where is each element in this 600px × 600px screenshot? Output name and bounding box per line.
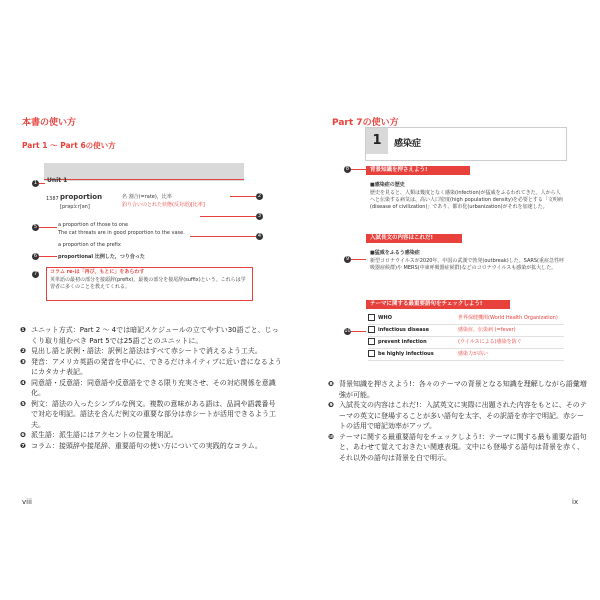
description-item	[20, 357, 282, 378]
description-number: ❽	[328, 380, 334, 388]
leader-line	[39, 227, 57, 228]
background-heading: ■感染症の歴史	[370, 182, 405, 188]
description-item	[20, 346, 282, 357]
background-text: 歴史を見ると、人類は幾度となく感染(infection)が猛威をふるわれてきた。人から人へと伝染する病気は、高い人口密度(high population density)を必要とする「文明病(disease of civilization)」であり、都市化(urbanization)がそれを加速した。	[370, 190, 563, 210]
vocab-row	[368, 337, 564, 349]
sample-entry-figure	[30, 160, 270, 300]
description-number: ❻	[20, 431, 26, 439]
description-list	[20, 325, 282, 451]
leader-line	[351, 259, 366, 260]
leader-line	[351, 331, 366, 332]
unit-header-underline	[44, 179, 244, 180]
background-bar: 背景知識を押さえよう!	[366, 166, 470, 175]
prefix-row: a proportion of the prefix	[58, 242, 121, 248]
description-item	[20, 399, 282, 431]
leader-line	[190, 236, 256, 237]
entry-number: 1387	[46, 196, 59, 202]
page-title: 本書の使い方	[22, 118, 77, 128]
vocab-list	[368, 313, 564, 361]
callout-5: 5	[33, 224, 38, 230]
vocab-term-text: prevent infection	[378, 339, 427, 345]
page-number: ix	[572, 498, 579, 506]
checkbox-icon	[368, 326, 375, 333]
callout-7: 7	[33, 271, 38, 277]
vocab-row	[368, 349, 564, 361]
description-text: 見出し語と訳例・語法：訳例と語法はすべて赤シートで消えるよう工夫。	[31, 347, 262, 355]
description-text: 背景知識を押さえよう!：各々のテーマの背景となる知識を理解しながら語彙増強が可能。	[339, 380, 587, 399]
leader-line	[200, 216, 256, 217]
leader-line	[351, 169, 366, 170]
leader-line	[39, 183, 45, 184]
vocab-term	[368, 325, 458, 336]
leader-line	[230, 196, 256, 197]
description-number: ❹	[20, 378, 26, 387]
checkbox-icon	[368, 350, 375, 357]
vocab-term-text: infectious disease	[378, 327, 430, 333]
description-number: ❼	[20, 441, 26, 450]
description-item	[328, 432, 590, 464]
description-number: ❿	[328, 432, 334, 441]
description-text: 発音：アメリカ英語の発音を中心に、できるだけネイティブに近い音になるようにカタカナ表記。	[31, 357, 282, 376]
description-item	[20, 378, 282, 399]
vocab-term	[368, 313, 458, 324]
checkbox-icon	[368, 338, 375, 345]
vocab-meaning: 感染力が高い	[458, 351, 489, 357]
description-text: 同意語・反意語：同意語や反意語をできる限り充実させ、その対応関係を意識化。	[31, 378, 276, 397]
column-title: コラム re-は「再び，もとに」をあらわす	[50, 269, 145, 275]
right-page	[300, 0, 600, 600]
description-number: ❷	[20, 347, 26, 355]
reading-text: 新型コロナウイルスが2020年、中国の武漢で勃発(outbreak)した。SARS(重症急性呼吸器症候群)や MERS(中東呼吸器症候群)などのコロナウイルスも感染が拡大した。	[370, 258, 564, 271]
checkbox-icon	[368, 314, 375, 321]
description-item	[328, 379, 590, 400]
chapter-title: 感染症	[394, 139, 422, 149]
vocab-term-text: WHO	[378, 315, 392, 321]
vocab-row	[368, 313, 564, 325]
description-number: ❾	[328, 401, 334, 409]
description-text: ユニット方式：Part 2 ～ 4では暗記スケジュールの立てやすい30語ごと、じっくり取り組むべき Part 5では25語ごとのユニットに。	[31, 326, 279, 345]
callout-10: 10	[344, 328, 351, 334]
description-item	[20, 430, 282, 441]
pronunciation: [prəpɔ́ːrʃən]	[60, 204, 90, 210]
callout-4: 4	[257, 233, 262, 239]
callout-1: 1	[33, 180, 38, 186]
vocab-row	[368, 325, 564, 337]
reading-heading: ■猛威をふるう感染症	[370, 250, 420, 256]
description-item	[20, 441, 282, 452]
sense-line: 釣り合いのとれた状態(反対語)[比率]	[122, 202, 205, 208]
example-2: The cat threats are in good proportion to the vase.	[58, 230, 185, 236]
description-list	[328, 379, 590, 463]
sense-label: 名 割合(=rate)，比率	[122, 194, 172, 200]
unit-label: Unit 1	[47, 177, 68, 184]
callout-8: 8	[345, 166, 350, 172]
description-item	[20, 325, 282, 346]
vocab-meaning: 感染症、伝染病 (=fever)	[458, 327, 516, 333]
chapter-figure	[340, 128, 570, 373]
vocab-meaning: (ウイルスによる)感染を防ぐ	[458, 339, 522, 345]
callout-3: 3	[257, 213, 262, 219]
description-number: ❶	[20, 326, 26, 334]
description-number: ❸	[20, 357, 26, 366]
description-text: 例文：語法の入ったシンプルな例文。複数の意味がある語は、品詞や語義番号で対応を明記。語法を含んだ例文の重要な部分は赤シートが活用できるよう工夫。	[31, 399, 276, 429]
derivative: proportional 比例した，つり合った	[58, 254, 145, 260]
chapter-number: 1	[366, 128, 388, 154]
description-text: 派生語：派生語にはアクセントの位置を明記。	[31, 431, 178, 439]
vocab-term	[368, 337, 458, 348]
headword: proportion	[60, 193, 103, 201]
callout-6: 6	[33, 253, 38, 259]
vocab-term	[368, 349, 458, 360]
section-subtitle: Part 1 ～ Part 6の使い方	[22, 141, 116, 150]
description-text: 入試長文の内容はこれだ!：入試英文に実際に出題された内容をもとに、そのテーマの英文に登場することが多い語句を太字、その訳語を赤字で明記。赤シートの活用で暗記効率がアップ。	[339, 401, 587, 430]
reading-bar: 入試長文の内容はこれだ!	[366, 234, 462, 243]
page-title: Part 7の使い方	[332, 118, 399, 128]
description-item	[328, 400, 590, 432]
vocab-bar: テーマに関する最重要語句をチェックしよう!	[366, 300, 510, 309]
example-1: a proportion of those to one	[58, 222, 129, 228]
description-text: コラム：接頭辞や接尾辞、重要語句の使い方についての実践的なコラム。	[31, 441, 262, 450]
description-text: テーマに関する最重要語句をチェックしよう!：テーマに関する最も重要な語句と、あわせて覚えておきたい関連表現。文中にも登場する語句は背景を赤く、それ以外の語句は背景を白で明示。	[339, 432, 587, 462]
vocab-term-text: be highly infectious	[378, 351, 434, 357]
column-text: 英単語の最初の部分を接頭辞(prefix)，最後の部分を接尾辞(suffix)という。これらは学習者に多くのことを教えてくれる。	[50, 277, 246, 290]
leader-line	[39, 256, 57, 257]
callout-2: 2	[257, 193, 262, 199]
description-number: ❺	[20, 399, 26, 408]
page-number: viii	[22, 498, 32, 506]
callout-9: 9	[345, 256, 350, 262]
vocab-meaning: 世界保健機関(World Health Organization)	[458, 315, 558, 321]
